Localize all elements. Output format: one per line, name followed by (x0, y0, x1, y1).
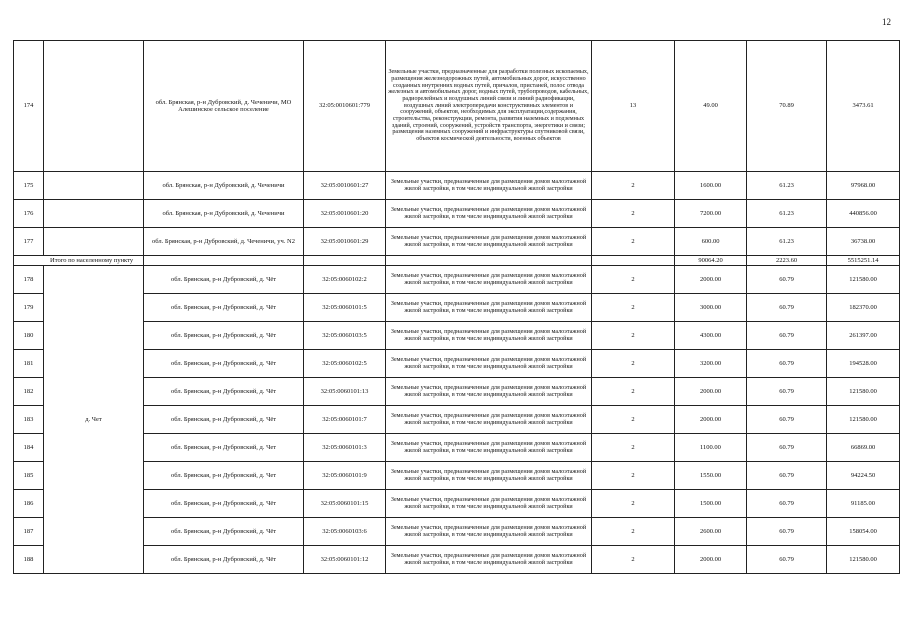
area-cell: 2000.00 (675, 378, 747, 406)
cadastral-value-cell: 94224.50 (827, 462, 900, 490)
table-row (14, 322, 900, 350)
group-cell: 2 (592, 350, 675, 378)
cadastral-value-cell: 194528.00 (827, 350, 900, 378)
group-cell: 2 (592, 228, 675, 256)
cadastral-value-cell: 440856.00 (827, 200, 900, 228)
address-cell: обл. Брянская, р-н Дубровский, д. Чеченичи, МО Алешинское сельское поселение (144, 41, 304, 172)
row-number: 178 (14, 266, 44, 294)
area-cell: 49.00 (675, 41, 747, 172)
group-cell: 2 (592, 294, 675, 322)
row-number: 174 (14, 41, 44, 172)
area-cell: 2600.00 (675, 518, 747, 546)
land-use-cell: Земельные участки, предназначенные для размещения домов малоэтажной жилой застройки, в том числе индивидуальной жилой застройки (386, 322, 592, 350)
address-cell: обл. Брянская, р-н Дубровский, д. Чёт (144, 378, 304, 406)
cadastral-value-cell: 182370.00 (827, 294, 900, 322)
rows-before (14, 41, 900, 256)
address-cell: обл. Брянская, р-н Дубровский, д. Чет (144, 462, 304, 490)
rate-cell: 60.79 (747, 294, 827, 322)
rate-cell: 60.79 (747, 406, 827, 434)
table-row (14, 546, 900, 574)
land-use-cell: Земельные участки, предназначенные для размещения домов малоэтажной жилой застройки, в том числе индивидуальной жилой застройки (386, 228, 592, 256)
table-row (14, 490, 900, 518)
address-cell: обл. Брянская, р-н Дубровский, д. Чёт (144, 266, 304, 294)
area-cell: 1500.00 (675, 490, 747, 518)
cadastral-number-cell: 32:05:0060101:5 (304, 294, 386, 322)
group-cell: 2 (592, 546, 675, 574)
cadastral-number-cell: 32:05:0060101:13 (304, 378, 386, 406)
table-row (14, 518, 900, 546)
cadastral-number-cell: 32:05:0060102:5 (304, 350, 386, 378)
cadastral-value-cell: 121580.00 (827, 406, 900, 434)
cadastral-value-cell: 91185.00 (827, 490, 900, 518)
row-number: 184 (14, 434, 44, 462)
cadastral-value-cell: 121580.00 (827, 546, 900, 574)
table-row (14, 41, 900, 172)
rate-cell: 60.79 (747, 518, 827, 546)
row-number: 179 (14, 294, 44, 322)
land-use-cell: Земельные участки, предназначенные для разработки полезных ископаемых, размещения железнодорожных путей, автомобильных дорог, искусственно созданных внутренних водных путей, причалов, пристаней, полос отвода железных и автомобильных дорог, водных путей, трубопроводов, кабельных, радиорелейных и воздушных линий связи и линий радиофикации, воздушных линий электропередачи конструктивных элементов и сооружений, объектов, необходимых для эксплуатации,содержания, строительства, реконструкции, ремонта, развития наземных и подземных зданий, строений, сооружений, устройств транспорта, энергетики и связи; размещения наземных сооружений и инфраструктуры спутниковой связи, объектов космической деятельности, военных объектов (386, 41, 592, 172)
land-use-cell: Земельные участки, предназначенные для размещения домов малоэтажной жилой застройки, в том числе индивидуальной жилой застройки (386, 518, 592, 546)
row-number: 182 (14, 378, 44, 406)
area-cell: 1550.00 (675, 462, 747, 490)
rate-cell: 61.23 (747, 228, 827, 256)
cadastral-number-cell: 32:05:0010601:27 (304, 172, 386, 200)
rate-cell: 60.79 (747, 434, 827, 462)
total-label: Итого по населенному пункту (14, 256, 144, 266)
rate-cell: 60.79 (747, 322, 827, 350)
cadastral-number-cell: 32:05:0060101:12 (304, 546, 386, 574)
address-cell: обл. Брянская, р-н Дубровский, д. Чеченичи, уч. N2 (144, 228, 304, 256)
cadastral-number-cell: 32:05:0010601:29 (304, 228, 386, 256)
row-number: 186 (14, 490, 44, 518)
address-cell: обл. Брянская, р-н Дубровский, д. Чёт (144, 322, 304, 350)
address-cell: обл. Брянская, р-н Дубровский, д. Чёт (144, 350, 304, 378)
area-cell: 2000.00 (675, 266, 747, 294)
settlement-total-row (14, 256, 900, 266)
settlement-cell (44, 41, 144, 172)
cadastral-value-cell: 261397.00 (827, 322, 900, 350)
area-cell: 2000.00 (675, 406, 747, 434)
cadastral-value-cell: 121580.00 (827, 378, 900, 406)
cadastral-value-cell: 66869.00 (827, 434, 900, 462)
area-cell: 4300.00 (675, 322, 747, 350)
address-cell: обл. Брянская, р-н Дубровский, д. Чёт (144, 406, 304, 434)
group-cell: 13 (592, 41, 675, 172)
rate-cell: 60.79 (747, 378, 827, 406)
group-cell: 2 (592, 434, 675, 462)
area-cell: 3200.00 (675, 350, 747, 378)
group-cell: 2 (592, 266, 675, 294)
row-number: 176 (14, 200, 44, 228)
land-use-cell: Земельные участки, предназначенные для размещения домов малоэтажной жилой застройки, в том числе индивидуальной жилой застройки (386, 546, 592, 574)
row-number: 183 (14, 406, 44, 434)
land-use-cell: Земельные участки, предназначенные для размещения домов малоэтажной жилой застройки, в том числе индивидуальной жилой застройки (386, 172, 592, 200)
address-cell: обл. Брянская, р-н Дубровский, д. Чёт (144, 518, 304, 546)
row-number: 185 (14, 462, 44, 490)
settlement-cell: д. Чет (44, 266, 144, 574)
settlement-cell (44, 172, 144, 200)
table-row (14, 228, 900, 256)
group-cell: 2 (592, 322, 675, 350)
row-number: 181 (14, 350, 44, 378)
cadastral-value-cell: 36738.00 (827, 228, 900, 256)
total-empty-cell (304, 256, 386, 266)
cadastral-value-cell: 3473.61 (827, 41, 900, 172)
area-cell: 1600.00 (675, 172, 747, 200)
address-cell: обл. Брянская, р-н Дубровский, д. Чёт (144, 546, 304, 574)
page-number: 12 (882, 17, 891, 27)
cadastral-number-cell: 32:05:0010601:20 (304, 200, 386, 228)
cadastral-number-cell: 32:05:0060102:2 (304, 266, 386, 294)
rate-cell: 60.79 (747, 546, 827, 574)
total-empty-cell (386, 256, 592, 266)
group-cell: 2 (592, 406, 675, 434)
table-row (14, 378, 900, 406)
land-registry-table (13, 40, 900, 574)
address-cell: обл. Брянская, р-н Дубровский, д. Чеченичи (144, 200, 304, 228)
area-cell: 2000.00 (675, 546, 747, 574)
table-row (14, 266, 900, 294)
row-number: 175 (14, 172, 44, 200)
table-row (14, 172, 900, 200)
table-row (14, 350, 900, 378)
area-cell: 1100.00 (675, 434, 747, 462)
group-cell: 2 (592, 200, 675, 228)
total-empty-cell (592, 256, 675, 266)
area-cell: 600.00 (675, 228, 747, 256)
total-value: 5515251.14 (827, 256, 900, 266)
land-use-cell: Земельные участки, предназначенные для размещения домов малоэтажной жилой застройки, в том числе индивидуальной жилой застройки (386, 434, 592, 462)
table-row (14, 434, 900, 462)
group-cell: 2 (592, 172, 675, 200)
rate-cell: 60.79 (747, 266, 827, 294)
land-use-cell: Земельные участки, предназначенные для размещения домов малоэтажной жилой застройки, в том числе индивидуальной жилой застройки (386, 462, 592, 490)
table-row (14, 294, 900, 322)
cadastral-number-cell: 32:05:0060101:15 (304, 490, 386, 518)
cadastral-value-cell: 97968.00 (827, 172, 900, 200)
land-use-cell: Земельные участки, предназначенные для размещения домов малоэтажной жилой застройки, в том числе индивидуальной жилой застройки (386, 406, 592, 434)
total-area: 90064.20 (675, 256, 747, 266)
settlement-cell (44, 200, 144, 228)
group-cell: 2 (592, 378, 675, 406)
cadastral-number-cell: 32:05:0060101:3 (304, 434, 386, 462)
address-cell: обл. Брянская, р-н Дубровский, д. Чёт (144, 490, 304, 518)
row-number: 177 (14, 228, 44, 256)
total-rate: 2223.60 (747, 256, 827, 266)
row-number: 180 (14, 322, 44, 350)
row-number: 187 (14, 518, 44, 546)
cadastral-value-cell: 158054.00 (827, 518, 900, 546)
cadastral-number-cell: 32:05:0060103:5 (304, 322, 386, 350)
rate-cell: 60.79 (747, 462, 827, 490)
address-cell: обл. Брянская, р-н Дубровский, д. Чеченичи (144, 172, 304, 200)
land-use-cell: Земельные участки, предназначенные для размещения домов малоэтажной жилой застройки, в том числе индивидуальной жилой застройки (386, 266, 592, 294)
area-cell: 7200.00 (675, 200, 747, 228)
rate-cell: 61.23 (747, 172, 827, 200)
group-cell: 2 (592, 462, 675, 490)
total-empty-cell (144, 256, 304, 266)
table-row (14, 462, 900, 490)
land-use-cell: Земельные участки, предназначенные для размещения домов малоэтажной жилой застройки, в том числе индивидуальной жилой застройки (386, 490, 592, 518)
cadastral-number-cell: 32:05:0010601:779 (304, 41, 386, 172)
rows-after (14, 266, 900, 574)
address-cell: обл. Брянская, р-н Дубровский, д. Чет (144, 434, 304, 462)
cadastral-value-cell: 121580.00 (827, 266, 900, 294)
row-number: 188 (14, 546, 44, 574)
rate-cell: 61.23 (747, 200, 827, 228)
address-cell: обл. Брянская, р-н Дубровский, д. Чёт (144, 294, 304, 322)
rate-cell: 60.79 (747, 490, 827, 518)
cadastral-number-cell: 32:05:0060101:7 (304, 406, 386, 434)
settlement-cell (44, 228, 144, 256)
cadastral-number-cell: 32:05:0060101:9 (304, 462, 386, 490)
rate-cell: 60.79 (747, 350, 827, 378)
table-row (14, 200, 900, 228)
land-use-cell: Земельные участки, предназначенные для размещения домов малоэтажной жилой застройки, в том числе индивидуальной жилой застройки (386, 350, 592, 378)
group-cell: 2 (592, 518, 675, 546)
cadastral-number-cell: 32:05:0060103:6 (304, 518, 386, 546)
area-cell: 3000.00 (675, 294, 747, 322)
table-row (14, 406, 900, 434)
rate-cell: 70.89 (747, 41, 827, 172)
land-use-cell: Земельные участки, предназначенные для размещения домов малоэтажной жилой застройки, в том числе индивидуальной жилой застройки (386, 200, 592, 228)
land-use-cell: Земельные участки, предназначенные для размещения домов малоэтажной жилой застройки, в том числе индивидуальной жилой застройки (386, 294, 592, 322)
land-use-cell: Земельные участки, предназначенные для размещения домов малоэтажной жилой застройки, в том числе индивидуальной жилой застройки (386, 378, 592, 406)
group-cell: 2 (592, 490, 675, 518)
